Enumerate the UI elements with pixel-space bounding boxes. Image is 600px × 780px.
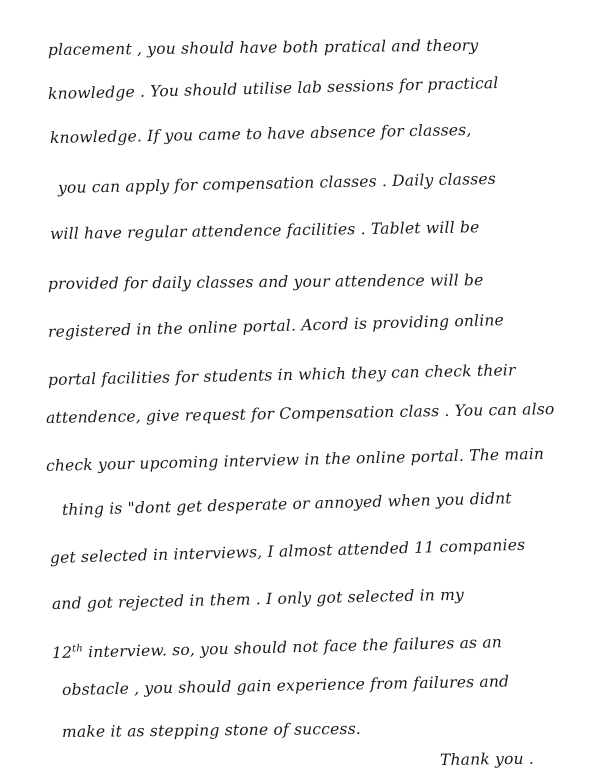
handwritten-line-1: placement , you should have both pratical and theory [47, 36, 479, 59]
handwritten-line-4: you can apply for compensation classes . Daily classes [57, 169, 497, 197]
signoff: Thank you . [439, 749, 535, 769]
handwritten-line-5: will have regular attendence facilities . Tablet will be [49, 218, 480, 243]
handwritten-line-14 [52, 629, 502, 663]
ordinal-number: 12 [51, 643, 73, 663]
line-14-text: interview. so, you should not face the failures as an [82, 633, 503, 662]
handwritten-line-11: thing is "dont get desperate or annoyed when you didnt [61, 489, 512, 519]
handwritten-line-10: check your upcoming interview in the online portal. The main [45, 444, 545, 475]
handwritten-line-8: portal facilities for students in which they can check their [47, 361, 516, 389]
handwritten-line-9: attendence, give request for Compensation class . You can also [45, 400, 555, 427]
handwritten-line-7: registered in the online portal. Acord is providing online [47, 311, 505, 341]
handwritten-line-13: and got rejected in them . I only got selected in my [51, 585, 465, 613]
handwritten-line-15: obstacle , you should gain experience from failures and [61, 672, 510, 699]
ordinal-suffix: th [71, 643, 84, 655]
handwritten-line-6: provided for daily classes and your attendence will be [47, 271, 484, 293]
handwritten-line-3: knowledge. If you came to have absence for classes, [49, 120, 472, 147]
handwritten-line-2: knowledge . You should utilise lab sessions for practical [47, 73, 499, 103]
handwritten-line-12: get selected in interviews, I almost attended 11 companies [49, 535, 526, 567]
handwritten-line-16: make it as stepping stone of success. [61, 719, 362, 741]
